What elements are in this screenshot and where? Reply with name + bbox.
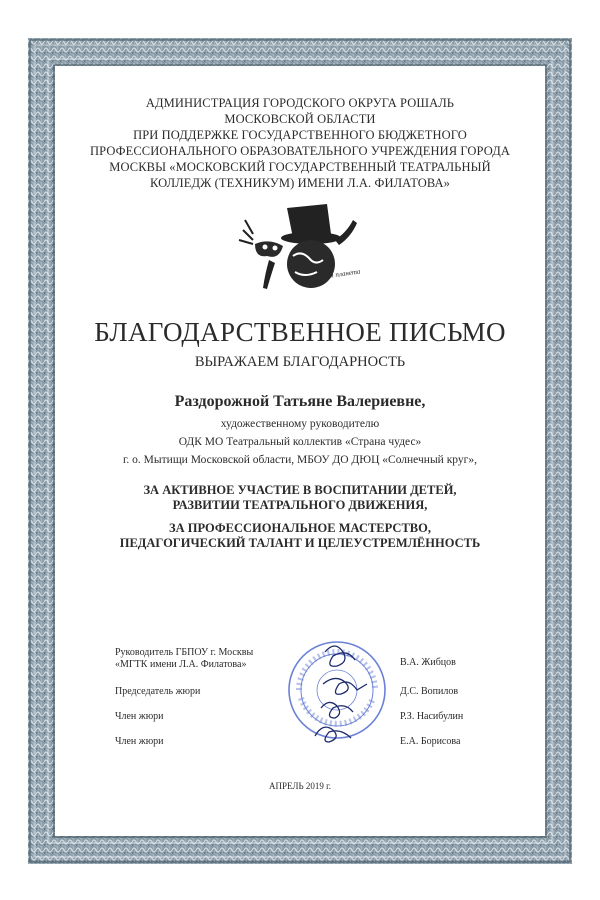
header-line: АДМИНИСТРАЦИЯ ГОРОДСКОГО ОКРУГА РОШАЛЬ <box>145 96 455 110</box>
issue-date: АПРЕЛЬ 2019 г. <box>268 781 332 791</box>
signatory-role-line: «МГТК имени Л.А. Филатова» <box>115 659 247 670</box>
theatre-planet-logo <box>235 200 365 310</box>
signatory-name: Е.А. Борисова <box>400 736 461 747</box>
document-title: БЛАГОДАРСТВЕННОЕ ПИСЬМО <box>94 317 506 347</box>
header-line: ПРОФЕССИОНАЛЬНОГО ОБРАЗОВАТЕЛЬНОГО УЧРЕЖДЕНИЯ ГОРОДА <box>90 144 510 158</box>
recipient-name: Раздорожной Татьяне Валериевне, <box>174 393 426 410</box>
signatory-role <box>115 647 285 671</box>
recipient-position: художественному руководителю <box>220 418 380 430</box>
signatory-role: Член жюри <box>115 736 164 747</box>
official-stamp <box>285 632 395 757</box>
header-line: МОСКВЫ «МОСКОВСКИЙ ГОСУДАРСТВЕННЫЙ ТЕАТРАЛЬНЫЙ <box>109 160 491 174</box>
header-line: МОСКОВСКОЙ ОБЛАСТИ <box>224 112 376 126</box>
logo-caption: Театральная планета <box>294 267 361 285</box>
merit-line: РАЗВИТИИ ТЕАТРАЛЬНОГО ДВИЖЕНИЯ, <box>172 498 428 512</box>
signatory-role: Член жюри <box>115 711 164 722</box>
merit-line: ЗА АКТИВНОЕ УЧАСТИЕ В ВОСПИТАНИИ ДЕТЕЙ, <box>143 483 457 497</box>
signatory-role-line: Руководитель ГБПОУ г. Москвы <box>115 647 254 658</box>
merit-line: ПЕДАГОГИЧЕСКИЙ ТАЛАНТ И ЦЕЛЕУСТРЕМЛЁННОСТЬ <box>119 536 481 550</box>
letter-body <box>70 95 530 551</box>
signatory-name: Р.З. Насибулин <box>400 711 464 722</box>
recipient-location: г. о. Мытищи Московской области, МБОУ ДО ДЮЦ «Солнечный круг», <box>123 454 477 466</box>
merit-line: ЗА ПРОФЕССИОНАЛЬНОЕ МАСТЕРСТВО, <box>169 521 431 535</box>
document-subtitle: ВЫРАЖАЕМ БЛАГОДАРНОСТЬ <box>194 354 406 370</box>
header-line: ПРИ ПОДДЕРЖКЕ ГОСУДАРСТВЕННОГО БЮДЖЕТНОГО <box>133 128 467 142</box>
signatory-name: Д.С. Вопилов <box>400 686 459 697</box>
header-line: КОЛЛЕДЖ (ТЕХНИКУМ) ИМЕНИ Л.А. ФИЛАТОВА» <box>149 176 451 190</box>
signatory-role: Председатель жюри <box>115 686 201 697</box>
issuer-header <box>70 95 530 191</box>
signatory-name: В.А. Жибцов <box>400 657 456 668</box>
recipient-organization: ОДК МО Театральный коллектив «Страна чудес» <box>178 436 422 448</box>
